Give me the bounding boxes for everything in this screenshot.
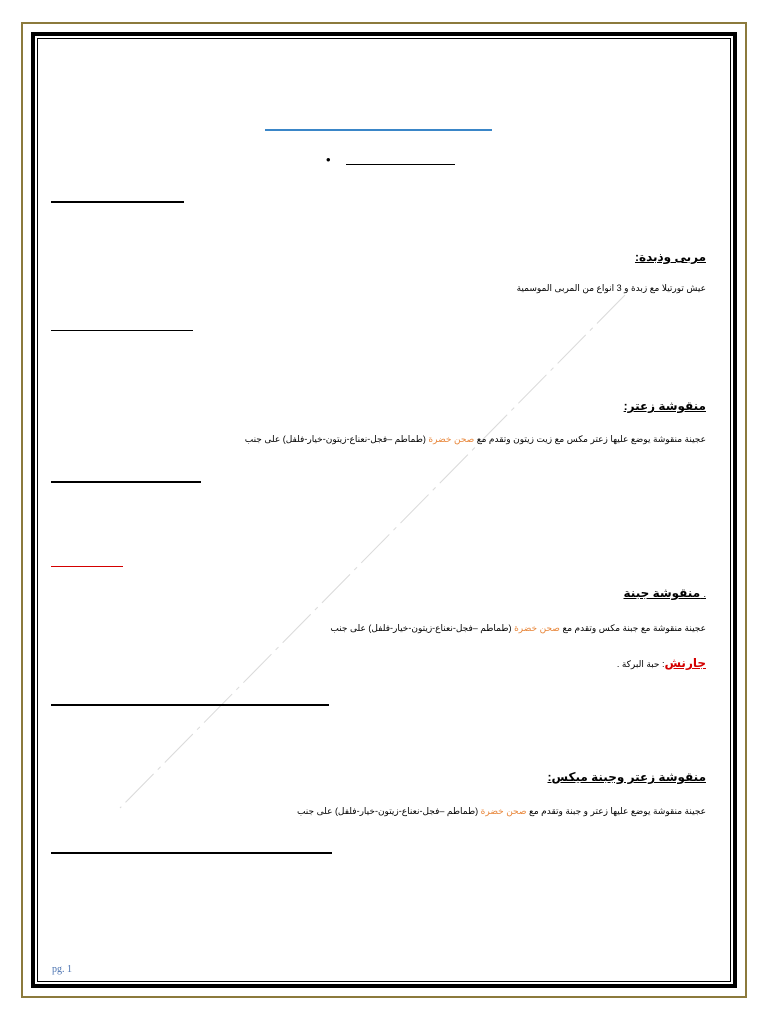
section-body bbox=[245, 434, 706, 445]
body-text: عجينة منقوشة مع جبنة مكس وتقدم مع bbox=[562, 623, 706, 633]
highlight-text: صحن خضرة bbox=[480, 806, 527, 816]
section-heading: منقوشة زعتر: bbox=[623, 399, 706, 413]
page-number: pg. 1 bbox=[52, 964, 72, 975]
section-heading bbox=[624, 586, 706, 600]
garnish-label: جارنش bbox=[664, 656, 706, 670]
title-underline-blue bbox=[265, 129, 492, 131]
divider-line bbox=[51, 481, 201, 483]
subtitle-underline bbox=[346, 164, 455, 165]
body-text: (طماطم –فجل-نعناع-زيتون-خيار-فلفل) على جنب bbox=[296, 806, 479, 816]
body-text: عجينة منقوشة يوضع عليها زعتر مكس مع زيت زيتون وتقدم مع bbox=[476, 434, 706, 444]
highlight-text: صحن خضرة bbox=[514, 623, 560, 633]
section-body: عيش تورتيلا مع زبدة و 3 انواع من المربى الموسمية bbox=[516, 283, 706, 293]
bullet-icon: • bbox=[326, 152, 331, 167]
garnish-line bbox=[617, 656, 706, 670]
section-heading: منقوشة زعتر وجبنة ميكس: bbox=[547, 770, 706, 784]
heading-text: منقوشة جبنة bbox=[623, 586, 701, 600]
heading-suffix: . bbox=[703, 589, 706, 599]
highlight-text: صحن خضرة bbox=[428, 434, 475, 444]
section-body bbox=[297, 806, 706, 817]
body-text: (طماطم –فجل-نعناع-زيتون-خيار-فلفل) على جنب bbox=[330, 623, 512, 633]
divider-line bbox=[51, 704, 329, 706]
garnish-text: : حبة البركة . bbox=[616, 659, 665, 669]
section-body bbox=[330, 623, 706, 634]
divider-line bbox=[51, 330, 193, 331]
body-text: عجينة منقوشة يوضع عليها زعتر و جبنة وتقدم مع bbox=[529, 806, 706, 816]
divider-line-red bbox=[51, 566, 123, 567]
body-text: (طماطم –فجل-نعناع-زيتون-خيار-فلفل) على جنب bbox=[244, 434, 426, 444]
divider-line bbox=[51, 852, 332, 854]
divider-line bbox=[51, 201, 184, 203]
section-heading: مربى وذبدة: bbox=[634, 250, 706, 264]
